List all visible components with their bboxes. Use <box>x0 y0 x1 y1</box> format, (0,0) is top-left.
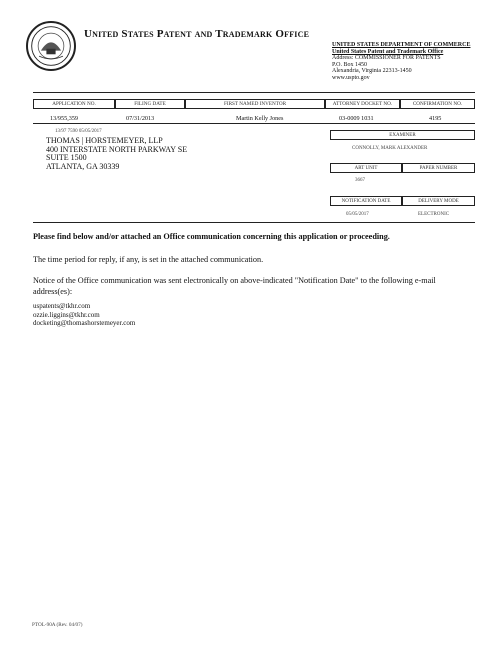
correspondence-address <box>46 137 187 171</box>
office-name: United States Patent and Trademark Office <box>84 28 310 40</box>
dept-line: United States Patent and Trademark Office <box>332 48 444 55</box>
notice-text: Notice of the Office communication was sent electronically on above-indicated "Notification Date" to the following e-mail address(es): <box>33 276 436 296</box>
application-no-value: 13/955,359 <box>50 115 79 122</box>
department-address-block <box>332 42 492 82</box>
uspto-seal-icon <box>26 21 76 71</box>
header-rule <box>33 92 475 93</box>
email-list <box>33 302 135 328</box>
confirmation-label: CONFIRMATION NO. <box>400 99 475 109</box>
application-no-label: APPLICATION NO. <box>33 99 115 109</box>
examiner-name: CONNOLLY, MARK ALEXANDER <box>352 146 428 151</box>
address-line: THOMAS | HORSTEMEYER, LLP <box>46 136 163 145</box>
examiner-label: EXAMINER <box>330 130 475 140</box>
first-inventor-label: FIRST NAMED INVENTOR <box>185 99 325 109</box>
confirmation-value: 4195 <box>429 115 442 122</box>
form-id: PTOL-90A (Rev. 04/07) <box>32 622 83 628</box>
art-unit-value: 3667 <box>355 178 365 183</box>
delivery-mode-value: ELECTRONIC <box>418 212 450 217</box>
art-unit-label: ART UNIT <box>330 163 402 173</box>
body-rule <box>33 222 475 223</box>
attorney-docket-label: ATTORNEY DOCKET NO. <box>325 99 400 109</box>
address-line: SUITE 1500 <box>46 153 87 162</box>
filing-date-label: FILING DATE <box>115 99 185 109</box>
dept-line: P.O. Box 1450 <box>332 61 368 68</box>
time-period-text: The time period for reply, if any, is set in the attached communication. <box>33 255 264 264</box>
email-address: ozzie.liggins@tkhr.com <box>33 310 100 319</box>
address-codes: 13/97 7590 05/05/2017 <box>55 129 102 134</box>
attorney-docket-value: 03-0009 1031 <box>339 115 374 122</box>
dept-line: UNITED STATES DEPARTMENT OF COMMERCE <box>332 42 471 48</box>
address-line: 400 INTERSTATE NORTH PARKWAY SE <box>46 144 188 154</box>
filing-date-value: 07/31/2013 <box>126 115 155 122</box>
dept-line: Address: COMMISSIONER FOR PATENTS <box>332 55 441 62</box>
headline: Please find below and/or attached an Office communication concerning this application or proceeding. <box>33 232 390 241</box>
email-address: uspatents@tkhr.com <box>33 302 91 310</box>
email-address: docketing@thomashorstemeyer.com <box>33 319 136 328</box>
dept-line: www.uspto.gov <box>332 74 370 81</box>
address-line: ATLANTA, GA 30339 <box>46 161 120 171</box>
first-inventor-value: Martin Kelly Jones <box>236 115 284 122</box>
notification-date-label: NOTIFICATION DATE <box>330 196 402 206</box>
dept-line: Alexandria, Virginia 22313-1450 <box>332 68 412 75</box>
notification-date-value: 05/05/2017 <box>346 212 369 217</box>
delivery-mode-label: DELIVERY MODE <box>402 196 475 206</box>
paper-number-label: PAPER NUMBER <box>402 163 475 173</box>
values-rule <box>33 123 475 124</box>
